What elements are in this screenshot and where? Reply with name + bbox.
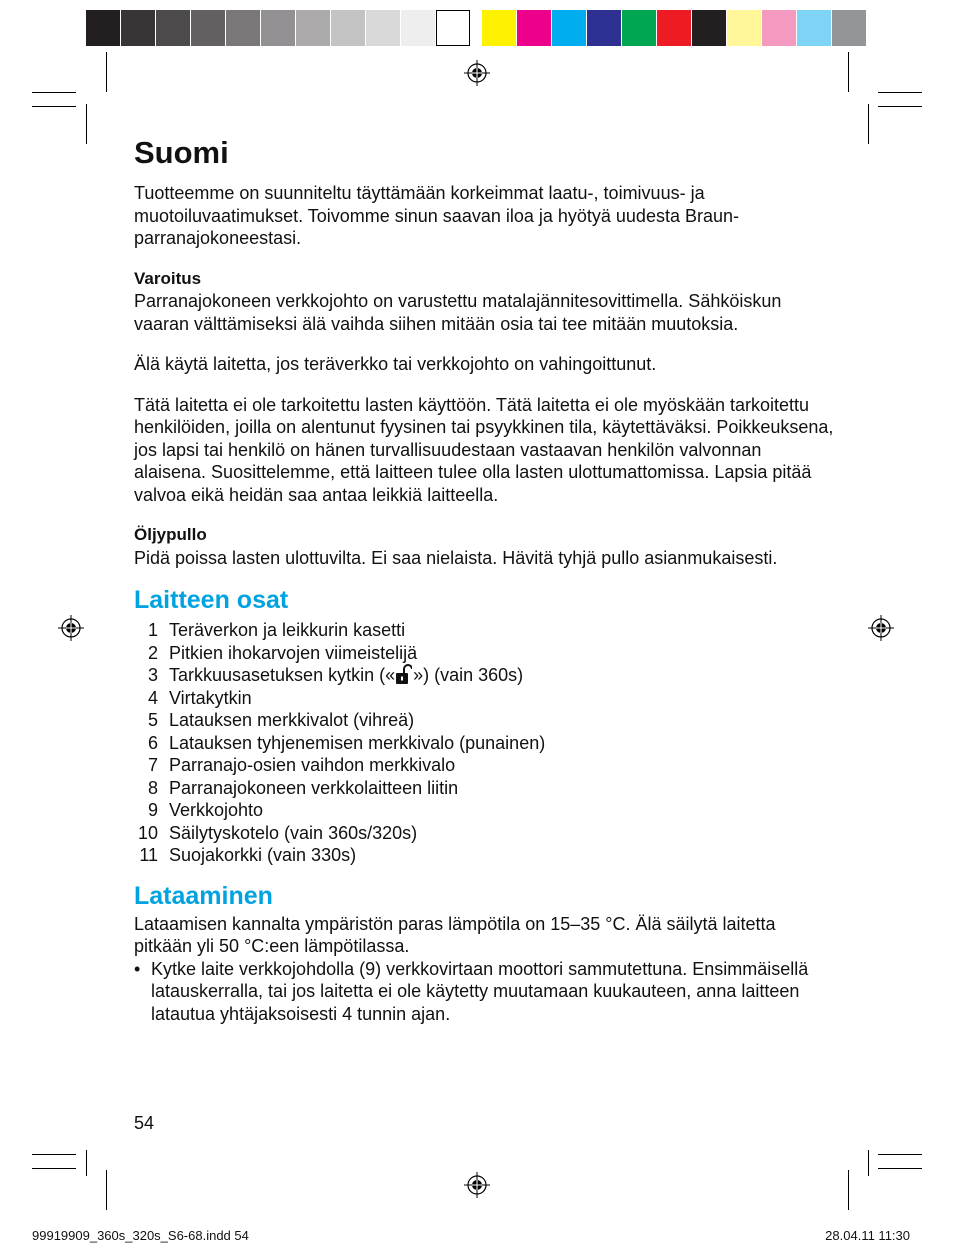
item-number: 5	[147, 710, 158, 730]
color-swatch	[692, 10, 726, 46]
crop-mark	[32, 106, 76, 107]
crop-mark	[106, 52, 107, 92]
warning-paragraph: Tätä laitetta ei ole tarkoitettu lasten käyttöön. Tätä laitetta ei ole myöskään tarkoitettu henkilöiden, joilla on alentunut fyysinen tai psyykkinen tila, käytettäväksi. Poikkeuksena, jos lapsi tai henkilö on hänen turvallisuudestaan vastaavan henkilön valvonnan alaisena. Suosittelemme, että laitteen tulee olla lasten ulottumattomissa. Lapsia pitää valvoa eikä heidän saa antaa leikkiä laitteella.	[134, 394, 834, 505]
parts-heading: Laitteen osat	[134, 586, 289, 614]
crop-mark	[106, 1170, 107, 1210]
color-swatch	[86, 10, 120, 46]
item-number: 6	[147, 732, 158, 753]
item-text: Teräverkon ja leikkurin kasetti	[169, 620, 406, 640]
list-item	[134, 822, 834, 845]
registration-mark-icon	[464, 60, 490, 86]
color-swatch	[482, 10, 516, 46]
item-number: 4	[147, 687, 158, 708]
item-number: 8	[147, 777, 158, 798]
item-text-before: Tarkkuusasetuksen kytkin («	[169, 665, 396, 685]
crop-mark	[32, 92, 76, 93]
color-swatch	[517, 10, 551, 46]
list-item	[134, 687, 834, 710]
gray-calibration-bar	[86, 10, 471, 46]
color-swatch	[121, 10, 155, 46]
bullet-item	[134, 958, 834, 1026]
item-text: Pitkien ihokarvojen viimeistelijä	[169, 642, 418, 663]
list-item	[134, 754, 834, 777]
crop-mark	[868, 104, 869, 144]
item-number: 1	[147, 620, 158, 640]
list-item	[134, 642, 834, 665]
item-text: Latauksen merkkivalot (vihreä)	[169, 710, 415, 730]
crop-mark	[878, 1168, 922, 1169]
item-text: Latauksen tyhjenemisen merkkivalo (punainen)	[169, 732, 546, 753]
list-item	[134, 732, 834, 755]
item-number: 10	[137, 822, 158, 843]
item-text: Virtakytkin	[169, 687, 252, 708]
color-swatch	[762, 10, 796, 46]
list-item	[134, 664, 834, 687]
footer-timestamp: 28.04.11 11:30	[825, 1228, 910, 1243]
color-swatch	[261, 10, 295, 46]
registration-mark-icon	[868, 615, 894, 641]
item-number: 7	[147, 755, 158, 775]
color-swatch	[401, 10, 435, 46]
intro-paragraph: Tuotteemme on suunniteltu täyttämään korkeimmat laatu-, toimivuus- ja muotoiluvaatimukset. Toivomme sinun saavan iloa ja hyötyä uudesta Braun-parranajokoneestasi.	[134, 183, 739, 248]
bullet-symbol: •	[134, 958, 141, 979]
item-number: 2	[147, 642, 158, 663]
charging-paragraph: Lataamisen kannalta ympäristön paras lämpötila on 15–35 °C. Älä säilytä laitetta pitkään yli 50 °C:een lämpötilassa.	[134, 913, 776, 956]
item-text: Säilytyskotelo (vain 360s/320s)	[169, 822, 418, 843]
oil-paragraph: Pidä poissa lasten ulottuvilta. Ei saa nielaista. Hävitä tyhjä pullo asianmukaisesti.	[134, 547, 778, 568]
list-item	[134, 799, 834, 822]
item-text-after: ») (vain 360s)	[413, 665, 524, 685]
color-swatch	[727, 10, 761, 46]
color-swatch	[331, 10, 365, 46]
page-number: 54	[134, 1113, 155, 1133]
color-swatch	[436, 10, 470, 46]
warning-paragraph: Parranajokoneen verkkojohto on varustettu matalajännitesovittimella. Sähköiskun vaaran välttämiseksi älä vaihda siihen mitään osia tai tee mitään muutoksia.	[134, 291, 782, 334]
page-content	[134, 130, 834, 1025]
crop-mark	[878, 106, 922, 107]
crop-mark	[32, 1154, 76, 1155]
item-text	[169, 664, 523, 687]
footer-filename: 99919909_360s_320s_S6-68.indd 54	[32, 1228, 249, 1243]
color-swatch	[191, 10, 225, 46]
registration-mark-icon	[58, 615, 84, 641]
crop-mark	[848, 1170, 849, 1210]
bullet-text: Kytke laite verkkojohdolla (9) verkkovirtaan moottori sammutettuna. Ensimmäisellä latauskerralla, tai jos laitetta ei ole käytetty muutamaan kuukauteen, anna laitteen latautua yhtäjaksoisesti 4 tunnin ajan.	[151, 958, 809, 1024]
item-number: 11	[139, 845, 158, 865]
color-swatch	[657, 10, 691, 46]
list-item	[134, 777, 834, 800]
color-swatch	[587, 10, 621, 46]
color-swatch	[156, 10, 190, 46]
item-text: Verkkojohto	[169, 800, 264, 820]
registration-mark-icon	[464, 1172, 490, 1198]
item-number: 9	[147, 800, 158, 820]
color-swatch	[366, 10, 400, 46]
list-item	[134, 619, 834, 642]
list-item	[134, 844, 834, 867]
crop-mark	[86, 104, 87, 144]
color-swatch	[226, 10, 260, 46]
crop-mark	[32, 1168, 76, 1169]
color-swatch	[552, 10, 586, 46]
crop-mark	[86, 1150, 87, 1176]
color-calibration-bar	[482, 10, 867, 46]
charging-heading: Lataaminen	[134, 881, 273, 910]
oil-heading: Öljypullo	[134, 525, 207, 544]
crop-mark	[848, 52, 849, 92]
warning-paragraph: Älä käytä laitetta, jos teräverkko tai verkkojohto on vahingoittunut.	[134, 354, 657, 374]
crop-mark	[868, 1150, 869, 1176]
crop-mark	[878, 92, 922, 93]
item-text: Parranajokoneen verkkolaitteen liitin	[169, 777, 459, 798]
color-swatch	[622, 10, 656, 46]
list-item	[134, 709, 834, 732]
parts-list	[134, 619, 834, 867]
page-title: Suomi	[134, 135, 229, 170]
color-swatch	[296, 10, 330, 46]
crop-mark	[878, 1154, 922, 1155]
item-number: 3	[147, 665, 158, 685]
item-text: Parranajo-osien vaihdon merkkivalo	[169, 755, 456, 775]
warning-heading: Varoitus	[134, 268, 202, 288]
color-swatch	[832, 10, 866, 46]
color-swatch	[797, 10, 831, 46]
unlocked-padlock-icon	[396, 664, 412, 684]
item-text: Suojakorkki (vain 330s)	[169, 845, 357, 865]
